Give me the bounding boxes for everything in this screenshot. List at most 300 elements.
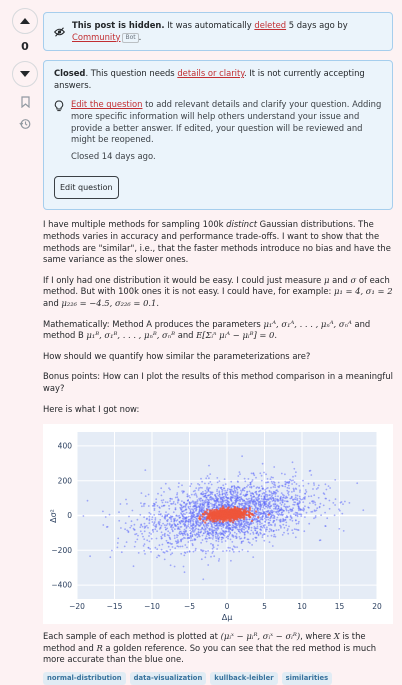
point-blue — [182, 511, 184, 513]
tag-kullback-leibler[interactable]: kullback-leibler — [210, 672, 277, 685]
point-blue — [172, 516, 174, 518]
point-blue — [230, 560, 232, 562]
point-blue — [207, 495, 209, 497]
point-blue — [169, 523, 171, 525]
point-blue — [204, 495, 206, 497]
point-blue — [195, 522, 197, 524]
p7-text-d: a golden reference. So you can see that the red method is much more accurate than the blue one. — [43, 642, 377, 665]
point-blue — [167, 534, 169, 536]
point-blue — [312, 500, 314, 502]
point-blue — [200, 542, 202, 544]
point-blue — [186, 503, 188, 505]
point-blue — [183, 566, 185, 568]
point-blue — [182, 534, 184, 536]
point-blue — [262, 499, 264, 501]
deleted-link[interactable]: deleted — [254, 20, 287, 30]
point-red — [230, 510, 232, 512]
point-blue — [162, 502, 164, 504]
point-blue — [247, 538, 249, 540]
point-blue — [216, 524, 218, 526]
point-blue — [237, 481, 239, 483]
point-blue — [181, 506, 183, 508]
details-clarity-link[interactable]: details or clarity — [177, 68, 245, 79]
point-blue — [159, 524, 161, 526]
history-icon — [19, 118, 31, 130]
point-blue — [227, 536, 229, 538]
point-red — [228, 506, 230, 508]
point-blue — [191, 483, 193, 485]
point-blue — [241, 491, 243, 493]
point-blue — [149, 548, 151, 550]
point-blue — [161, 500, 163, 502]
point-blue — [117, 542, 119, 544]
point-blue — [341, 513, 343, 515]
point-blue — [320, 514, 322, 516]
point-blue — [87, 500, 89, 502]
point-blue — [260, 529, 262, 531]
point-blue — [230, 498, 232, 500]
point-blue — [255, 527, 257, 529]
point-red — [209, 510, 211, 512]
point-blue — [270, 530, 272, 532]
point-blue — [243, 494, 245, 496]
point-blue — [298, 485, 300, 487]
point-blue — [296, 512, 298, 514]
point-red — [233, 509, 235, 511]
point-blue — [153, 503, 155, 505]
point-blue — [261, 480, 263, 482]
point-blue — [166, 540, 168, 542]
point-red — [219, 516, 221, 518]
point-blue — [176, 515, 178, 517]
point-blue — [205, 499, 207, 501]
closed-notice-guidance-span: to add relevant details and clarify your question. Adding more specific information will help others understand your issue and provide a better answer. If edited, your question will be reviewed and might be reopened. — [71, 99, 382, 145]
point-blue — [319, 507, 321, 509]
point-blue — [188, 525, 190, 527]
point-blue — [316, 510, 318, 512]
tag-similarities[interactable]: similarities — [282, 672, 333, 685]
point-blue — [145, 495, 147, 497]
point-blue — [288, 510, 290, 512]
point-red — [251, 520, 253, 522]
point-blue — [187, 495, 189, 497]
point-blue — [154, 528, 156, 530]
x-tick-label: −20 — [69, 602, 85, 612]
point-blue — [236, 525, 238, 527]
y-tick-label: 200 — [57, 476, 72, 486]
point-blue — [196, 496, 198, 498]
point-blue — [259, 472, 261, 474]
point-blue — [271, 493, 273, 495]
x-tick-label: 10 — [297, 602, 307, 612]
point-blue — [166, 550, 168, 552]
point-blue — [169, 549, 171, 551]
eye-off-icon — [54, 27, 65, 37]
point-blue — [255, 512, 257, 514]
point-blue — [137, 519, 139, 521]
point-blue — [222, 524, 224, 526]
point-blue — [205, 537, 207, 539]
point-blue — [302, 498, 304, 500]
point-blue — [295, 488, 297, 490]
point-blue — [214, 501, 216, 503]
point-blue — [225, 506, 227, 508]
point-blue — [316, 507, 318, 509]
point-blue — [161, 549, 163, 551]
point-blue — [238, 503, 240, 505]
point-blue — [210, 503, 212, 505]
point-blue — [220, 487, 222, 489]
point-blue — [128, 531, 130, 533]
point-blue — [291, 491, 293, 493]
point-blue — [167, 542, 169, 544]
point-blue — [286, 482, 288, 484]
point-blue — [179, 523, 181, 525]
point-red — [236, 516, 238, 518]
point-blue — [182, 492, 184, 494]
point-blue — [312, 488, 314, 490]
scatter-chart-svg — [43, 424, 393, 624]
point-blue — [255, 537, 257, 539]
point-blue — [175, 525, 177, 527]
point-blue — [168, 505, 170, 507]
point-blue — [291, 497, 293, 499]
point-blue — [237, 491, 239, 493]
point-blue — [216, 532, 218, 534]
point-blue — [192, 506, 194, 508]
point-blue — [236, 546, 238, 548]
point-blue — [326, 517, 328, 519]
point-blue — [308, 523, 310, 525]
p2-math-1: μ₁ = 4, σ₁ = 2 — [334, 286, 393, 297]
point-blue — [234, 486, 236, 488]
point-blue — [179, 515, 181, 517]
point-blue — [275, 508, 277, 510]
point-blue — [144, 527, 146, 529]
point-blue — [102, 511, 104, 513]
point-blue — [240, 529, 242, 531]
point-blue — [282, 485, 284, 487]
point-blue — [247, 503, 249, 505]
point-blue — [195, 528, 197, 530]
point-red — [217, 517, 219, 519]
point-blue — [302, 480, 304, 482]
point-blue — [215, 528, 217, 530]
point-blue — [267, 478, 269, 480]
point-blue — [204, 526, 206, 528]
point-blue — [194, 539, 196, 541]
point-blue — [148, 522, 150, 524]
point-blue — [201, 494, 203, 496]
point-blue — [176, 536, 178, 538]
point-blue — [181, 484, 183, 486]
point-blue — [230, 481, 232, 483]
point-blue — [247, 484, 249, 486]
point-blue — [158, 521, 160, 523]
point-blue — [126, 503, 128, 505]
point-blue — [198, 529, 200, 531]
point-blue — [211, 528, 213, 530]
point-blue — [163, 499, 165, 501]
point-blue — [288, 494, 290, 496]
p3-math-3: E[Σᵢⁿ μᵢᴬ − μᵢᴮ] = 0 — [196, 330, 275, 341]
point-blue — [105, 516, 107, 518]
point-blue — [227, 547, 229, 549]
point-blue — [136, 539, 138, 541]
point-blue — [162, 534, 164, 536]
point-blue — [187, 493, 189, 495]
point-blue — [284, 527, 286, 529]
point-blue — [179, 526, 181, 528]
point-blue — [237, 523, 239, 525]
point-blue — [270, 487, 272, 489]
tag-normal-distribution[interactable]: normal-distribution — [43, 672, 126, 685]
point-blue — [272, 477, 274, 479]
community-user-link[interactable]: Community — [72, 31, 121, 42]
point-blue — [240, 519, 242, 521]
point-blue — [226, 522, 228, 524]
point-blue — [182, 546, 184, 548]
point-red — [206, 509, 208, 511]
point-blue — [200, 498, 202, 500]
point-blue — [282, 494, 284, 496]
point-blue — [191, 501, 193, 503]
edit-question-link[interactable]: Edit the question — [71, 99, 143, 110]
point-red — [202, 513, 204, 515]
point-blue — [129, 527, 131, 529]
point-blue — [282, 502, 284, 504]
point-blue — [140, 524, 142, 526]
point-blue — [300, 513, 302, 515]
point-blue — [117, 547, 119, 549]
point-blue — [146, 518, 148, 520]
point-blue — [193, 519, 195, 521]
upvote-button[interactable] — [12, 8, 38, 34]
point-blue — [289, 519, 291, 521]
point-blue — [318, 485, 320, 487]
point-red — [232, 512, 234, 514]
vote-count: 0 — [21, 40, 29, 53]
point-blue — [207, 550, 209, 552]
point-blue — [273, 500, 275, 502]
point-blue — [306, 512, 308, 514]
point-blue — [308, 507, 310, 509]
point-red — [199, 518, 201, 520]
point-red — [227, 512, 229, 514]
point-blue — [313, 484, 315, 486]
point-blue — [159, 519, 161, 521]
arrow-up-icon — [19, 17, 31, 25]
point-red — [248, 515, 250, 517]
point-blue — [349, 502, 351, 504]
p1-emphasis: distinct — [226, 219, 257, 230]
point-blue — [185, 531, 187, 533]
point-blue — [201, 527, 203, 529]
point-blue — [291, 518, 293, 520]
point-blue — [187, 541, 189, 543]
point-blue — [305, 489, 307, 491]
point-blue — [156, 548, 158, 550]
point-blue — [191, 518, 193, 520]
point-blue — [160, 487, 162, 489]
point-red — [257, 516, 259, 518]
point-blue — [216, 489, 218, 491]
point-blue — [179, 521, 181, 523]
point-blue — [323, 505, 325, 507]
point-blue — [300, 515, 302, 517]
point-blue — [206, 524, 208, 526]
point-blue — [109, 514, 111, 516]
point-blue — [272, 497, 274, 499]
point-blue — [334, 504, 336, 506]
point-blue — [263, 540, 265, 542]
post-paragraph-3 — [43, 319, 393, 342]
point-blue — [173, 511, 175, 513]
point-blue — [202, 535, 204, 537]
point-red — [230, 515, 232, 517]
point-blue — [251, 473, 253, 475]
point-red — [233, 519, 235, 521]
point-blue — [238, 530, 240, 532]
point-blue — [236, 489, 238, 491]
point-blue — [181, 520, 183, 522]
tag-data-visualization[interactable]: data-visualization — [130, 672, 207, 685]
point-blue — [221, 539, 223, 541]
point-blue — [285, 525, 287, 527]
point-blue — [172, 524, 174, 526]
point-blue — [258, 504, 260, 506]
point-blue — [164, 533, 166, 535]
point-blue — [177, 519, 179, 521]
p7-math-x: X — [333, 631, 340, 642]
point-blue — [150, 551, 152, 553]
point-blue — [204, 556, 206, 558]
point-blue — [276, 499, 278, 501]
point-blue — [275, 511, 277, 513]
point-blue — [175, 503, 177, 505]
point-blue — [285, 517, 287, 519]
point-red — [224, 512, 226, 514]
point-blue — [147, 527, 149, 529]
point-blue — [207, 475, 209, 477]
x-tick-label: 15 — [334, 602, 345, 612]
point-blue — [201, 487, 203, 489]
point-blue — [295, 494, 297, 496]
point-blue — [273, 493, 275, 495]
point-blue — [194, 494, 196, 496]
history-button[interactable] — [18, 117, 32, 131]
point-blue — [149, 541, 151, 543]
point-red — [221, 507, 223, 509]
point-blue — [218, 523, 220, 525]
point-blue — [221, 494, 223, 496]
point-blue — [143, 545, 145, 547]
point-blue — [169, 542, 171, 544]
point-blue — [261, 523, 263, 525]
point-blue — [320, 539, 322, 541]
point-blue — [239, 473, 241, 475]
point-blue — [287, 492, 289, 494]
bookmark-button[interactable] — [18, 95, 32, 109]
point-blue — [201, 481, 203, 483]
point-blue — [249, 519, 251, 521]
point-blue — [216, 506, 218, 508]
point-blue — [281, 514, 283, 516]
point-blue — [262, 513, 264, 515]
point-blue — [177, 535, 179, 537]
point-blue — [195, 548, 197, 550]
point-blue — [171, 498, 173, 500]
point-blue — [180, 531, 182, 533]
point-blue — [208, 523, 210, 525]
point-blue — [218, 487, 220, 489]
point-blue — [237, 500, 239, 502]
y-tick-label: −400 — [51, 580, 72, 590]
point-blue — [164, 524, 166, 526]
point-blue — [239, 499, 241, 501]
point-blue — [243, 524, 245, 526]
point-blue — [286, 501, 288, 503]
point-blue — [260, 500, 262, 502]
point-blue — [274, 486, 276, 488]
point-blue — [158, 506, 160, 508]
point-blue — [195, 501, 197, 503]
point-blue — [189, 527, 191, 529]
point-blue — [267, 535, 269, 537]
point-blue — [196, 494, 198, 496]
point-blue — [258, 498, 260, 500]
point-blue — [313, 482, 315, 484]
point-blue — [315, 504, 317, 506]
scatter-chart — [43, 424, 393, 624]
point-blue — [269, 502, 271, 504]
point-blue — [211, 493, 213, 495]
question-main — [43, 12, 393, 685]
point-blue — [273, 521, 275, 523]
point-blue — [228, 501, 230, 503]
point-blue — [261, 518, 263, 520]
point-blue — [208, 490, 210, 492]
point-blue — [292, 532, 294, 534]
point-blue — [217, 544, 219, 546]
point-blue — [294, 528, 296, 530]
point-blue — [244, 487, 246, 489]
point-red — [249, 507, 251, 509]
point-blue — [255, 532, 257, 534]
point-blue — [288, 487, 290, 489]
point-red — [212, 516, 214, 518]
point-blue — [140, 502, 142, 504]
point-blue — [308, 496, 310, 498]
downvote-button[interactable] — [12, 61, 38, 87]
edit-question-button[interactable]: Edit question — [54, 176, 119, 199]
point-blue — [215, 537, 217, 539]
point-blue — [286, 490, 288, 492]
point-blue — [205, 497, 207, 499]
point-blue — [242, 549, 244, 551]
point-blue — [227, 538, 229, 540]
point-blue — [162, 544, 164, 546]
point-blue — [169, 500, 171, 502]
point-blue — [219, 496, 221, 498]
point-blue — [265, 506, 267, 508]
point-blue — [254, 515, 256, 517]
point-blue — [325, 483, 327, 485]
point-blue — [131, 520, 133, 522]
point-blue — [274, 534, 276, 536]
point-red — [218, 511, 220, 513]
point-blue — [325, 498, 327, 500]
